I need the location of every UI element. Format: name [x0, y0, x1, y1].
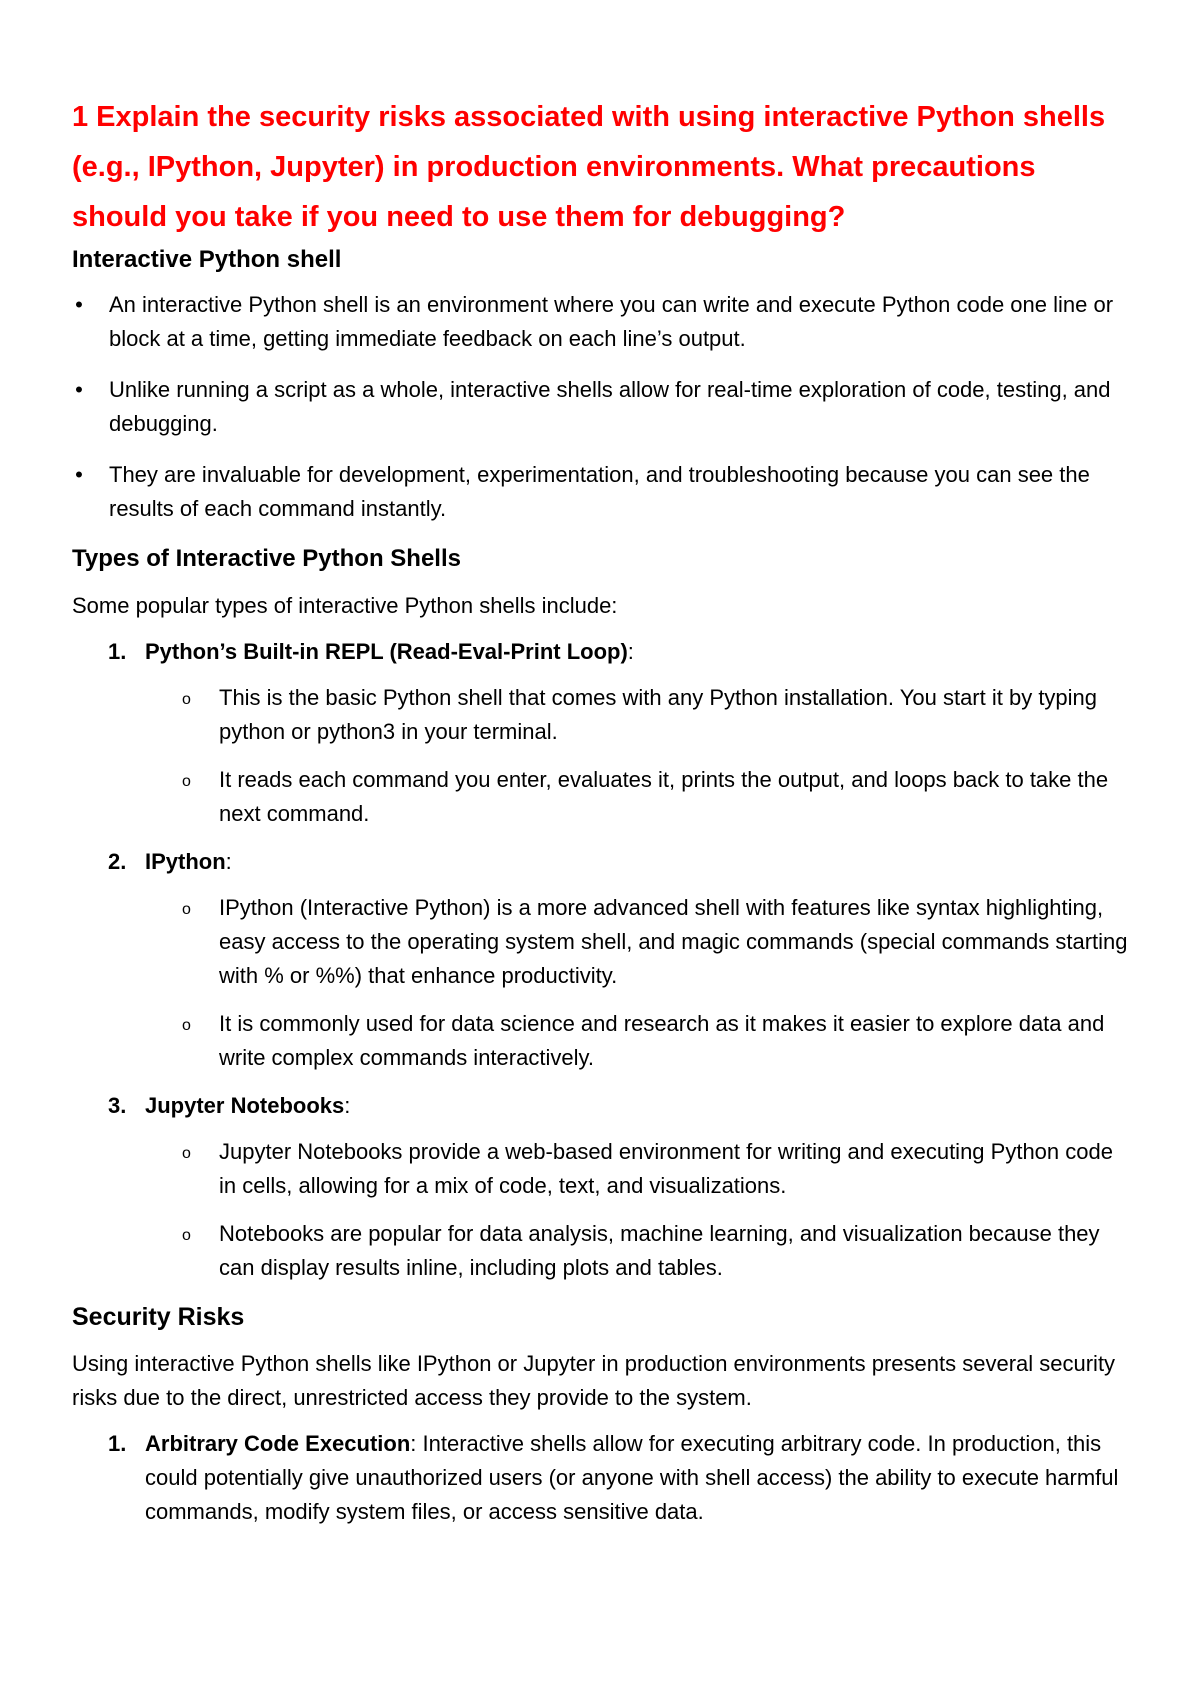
sub-list-item — [182, 763, 1136, 831]
list-item-text: : Interactive shells allow for executing arbitrary code. In production, this could potentially give unauthorized users (or anyone with shell access) the ability to execute harmful commands, modify system files, or access sensitive data. — [145, 1431, 1119, 1524]
list-term: Jupyter Notebooks — [145, 1093, 345, 1118]
list-item-ipython — [72, 845, 1136, 1075]
section-title-security-risks: Security Risks — [72, 1303, 245, 1331]
list-number: 2. — [108, 849, 127, 874]
sub-list-item-text: IPython (Interactive Python) is a more advanced shell with features like syntax highlighting, easy access to the operating system shell, and magic commands (special commands starting with % or %%) that enhance productivity. — [219, 895, 1128, 988]
list-number: 3. — [108, 1093, 127, 1118]
types-numbered-list — [72, 635, 1136, 1285]
list-term: Python’s Built-in REPL (Read-Eval-Print Loop) — [145, 639, 628, 664]
sub-list-item-text: It is commonly used for data science and research as it makes it easier to explore data and write complex commands interactively. — [219, 1011, 1105, 1070]
sub-list-item — [182, 1217, 1136, 1285]
bullet-icon: • — [75, 377, 83, 402]
list-item-text: Unlike running a script as a whole, interactive shells allow for real-time exploration of code, testing, and debugging. — [109, 377, 1111, 436]
list-item — [72, 288, 1136, 356]
list-term-suffix: : — [344, 1093, 351, 1118]
ipython-sub-list — [145, 891, 1136, 1075]
sub-list-item-text: It reads each command you enter, evaluates it, prints the output, and loops back to take the next command. — [219, 767, 1109, 826]
interactive-shell-bullet-list — [72, 288, 1136, 526]
circle-bullet-icon: o — [182, 1017, 191, 1034]
sub-list-item-text: Jupyter Notebooks provide a web-based environment for writing and executing Python code in cells, allowing for a mix of code, text, and visualizations. — [219, 1139, 1113, 1198]
circle-bullet-icon: o — [182, 691, 191, 708]
list-number: 1. — [108, 639, 127, 664]
list-item — [72, 458, 1136, 526]
sub-list-item-text: Notebooks are popular for data analysis, machine learning, and visualization because they can display results inline, including plots and tables. — [219, 1221, 1100, 1280]
types-intro: Some popular types of interactive Python shells include: — [72, 593, 618, 618]
repl-sub-list — [145, 681, 1136, 831]
sub-list-item — [182, 891, 1136, 993]
bullet-icon: • — [75, 292, 83, 317]
list-item-arbitrary-code — [72, 1427, 1136, 1529]
list-term-suffix: : — [627, 639, 634, 664]
sub-list-item — [182, 1135, 1136, 1203]
list-item — [72, 373, 1136, 441]
sub-list-item-text: This is the basic Python shell that comes with any Python installation. You start it by typing python or python3 in your terminal. — [219, 685, 1098, 744]
list-term: IPython — [145, 849, 226, 874]
circle-bullet-icon: o — [182, 901, 191, 918]
list-term-suffix: : — [225, 849, 232, 874]
circle-bullet-icon: o — [182, 1227, 191, 1244]
security-risks-numbered-list — [72, 1427, 1136, 1529]
bullet-icon: • — [75, 462, 83, 487]
jupyter-sub-list — [145, 1135, 1136, 1285]
sub-list-item — [182, 681, 1136, 749]
question-heading: 1 Explain the security risks associated with using interactive Python shells (e.g., IPython, Jupyter) in production environments. What precautions should you take if you need to use them for debugging? — [72, 101, 1106, 233]
section-title-types: Types of Interactive Python Shells — [72, 545, 461, 572]
list-item-text: An interactive Python shell is an environment where you can write and execute Python code one line or block at a time, getting immediate feedback on each line’s output. — [109, 292, 1114, 351]
sub-list-item — [182, 1007, 1136, 1075]
security-risks-intro: Using interactive Python shells like IPython or Jupyter in production environments presents several security risks due to the direct, unrestricted access they provide to the system. — [72, 1351, 1116, 1410]
circle-bullet-icon: o — [182, 773, 191, 790]
list-item-text: They are invaluable for development, experimentation, and troubleshooting because you can see the results of each command instantly. — [109, 462, 1090, 521]
section-title-interactive-shell: Interactive Python shell — [72, 246, 342, 273]
list-number: 1. — [108, 1431, 127, 1456]
list-item-jupyter — [72, 1089, 1136, 1285]
circle-bullet-icon: o — [182, 1145, 191, 1162]
document-page — [72, 92, 1136, 1543]
list-term: Arbitrary Code Execution — [145, 1431, 411, 1456]
list-item-repl — [72, 635, 1136, 831]
